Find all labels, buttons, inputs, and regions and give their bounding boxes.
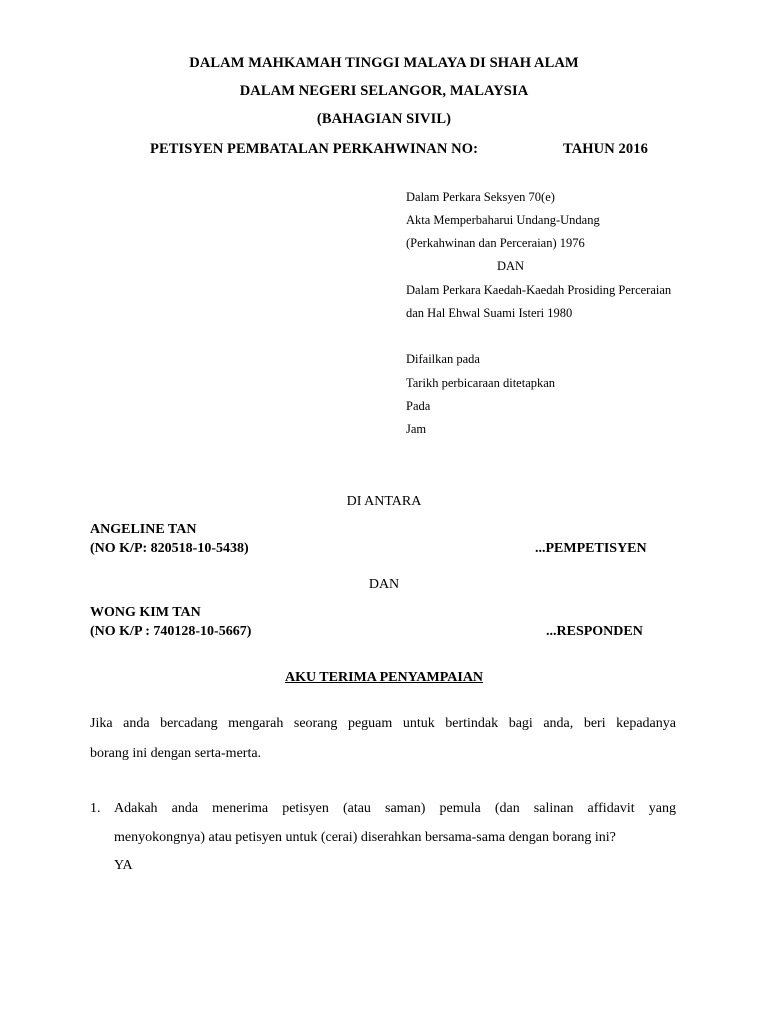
petition-year-label: TAHUN 2016 — [563, 141, 648, 157]
respondent-name: WONG KIM TAN — [90, 605, 201, 620]
and-label: DAN — [368, 577, 400, 592]
question-line-2: menyokongnya) atau petisyen untuk (cerai) diserahkan bersama-sama dengan borang ini? — [114, 830, 616, 845]
matter-section: Dalam Perkara Seksyen 70(e) — [406, 190, 555, 204]
matter-and: DAN — [497, 259, 525, 273]
court-title: DALAM MAHKAMAH TINGGI MALAYA DI SHAH ALAM — [189, 55, 579, 71]
court-division: (BAHAGIAN SIVIL) — [316, 111, 452, 127]
hearing-time-label: Jam — [406, 422, 427, 436]
petitioner-name: ANGELINE TAN — [90, 522, 197, 537]
court-state: DALAM NEGERI SELANGOR, MALAYSIA — [239, 83, 529, 99]
acknowledgement-title: AKU TERIMA PENYAMPAIAN — [284, 670, 484, 685]
question-line-1: Adakah anda menerima petisyen (atau saman) pemula (dan salinan affidavit yang — [114, 801, 676, 816]
respondent-ic: (NO K/P : 740128-10-5667) — [90, 624, 252, 639]
matter-rules: Dalam Perkara Kaedah-Kaedah Prosiding Perceraian — [406, 283, 672, 297]
hearing-on-label: Pada — [406, 399, 431, 413]
petitioner-role: ...PEMPETISYEN — [535, 541, 647, 556]
respondent-role: ...RESPONDEN — [546, 624, 643, 639]
petitioner-ic: (NO K/P: 820518-10-5438) — [90, 541, 249, 556]
intro-line-2: borang ini dengan serta-merta. — [90, 746, 262, 761]
filed-on-label: Difailkan pada — [406, 352, 480, 366]
between-label: DI ANTARA — [346, 494, 422, 509]
matter-rules-title: dan Hal Ehwal Suami Isteri 1980 — [406, 306, 573, 320]
question-number: 1. — [90, 801, 101, 816]
matter-act-title: (Perkahwinan dan Perceraian) 1976 — [406, 236, 585, 250]
petition-number-label: PETISYEN PEMBATALAN PERKAHWINAN NO: — [150, 141, 479, 157]
question-answer: YA — [114, 858, 133, 873]
matter-act: Akta Memperbaharui Undang-Undang — [406, 213, 600, 227]
intro-line-1: Jika anda bercadang mengarah seorang peguam untuk bertindak bagi anda, beri kepadanya — [90, 716, 676, 731]
hearing-date-label: Tarikh perbicaraan ditetapkan — [406, 376, 556, 390]
